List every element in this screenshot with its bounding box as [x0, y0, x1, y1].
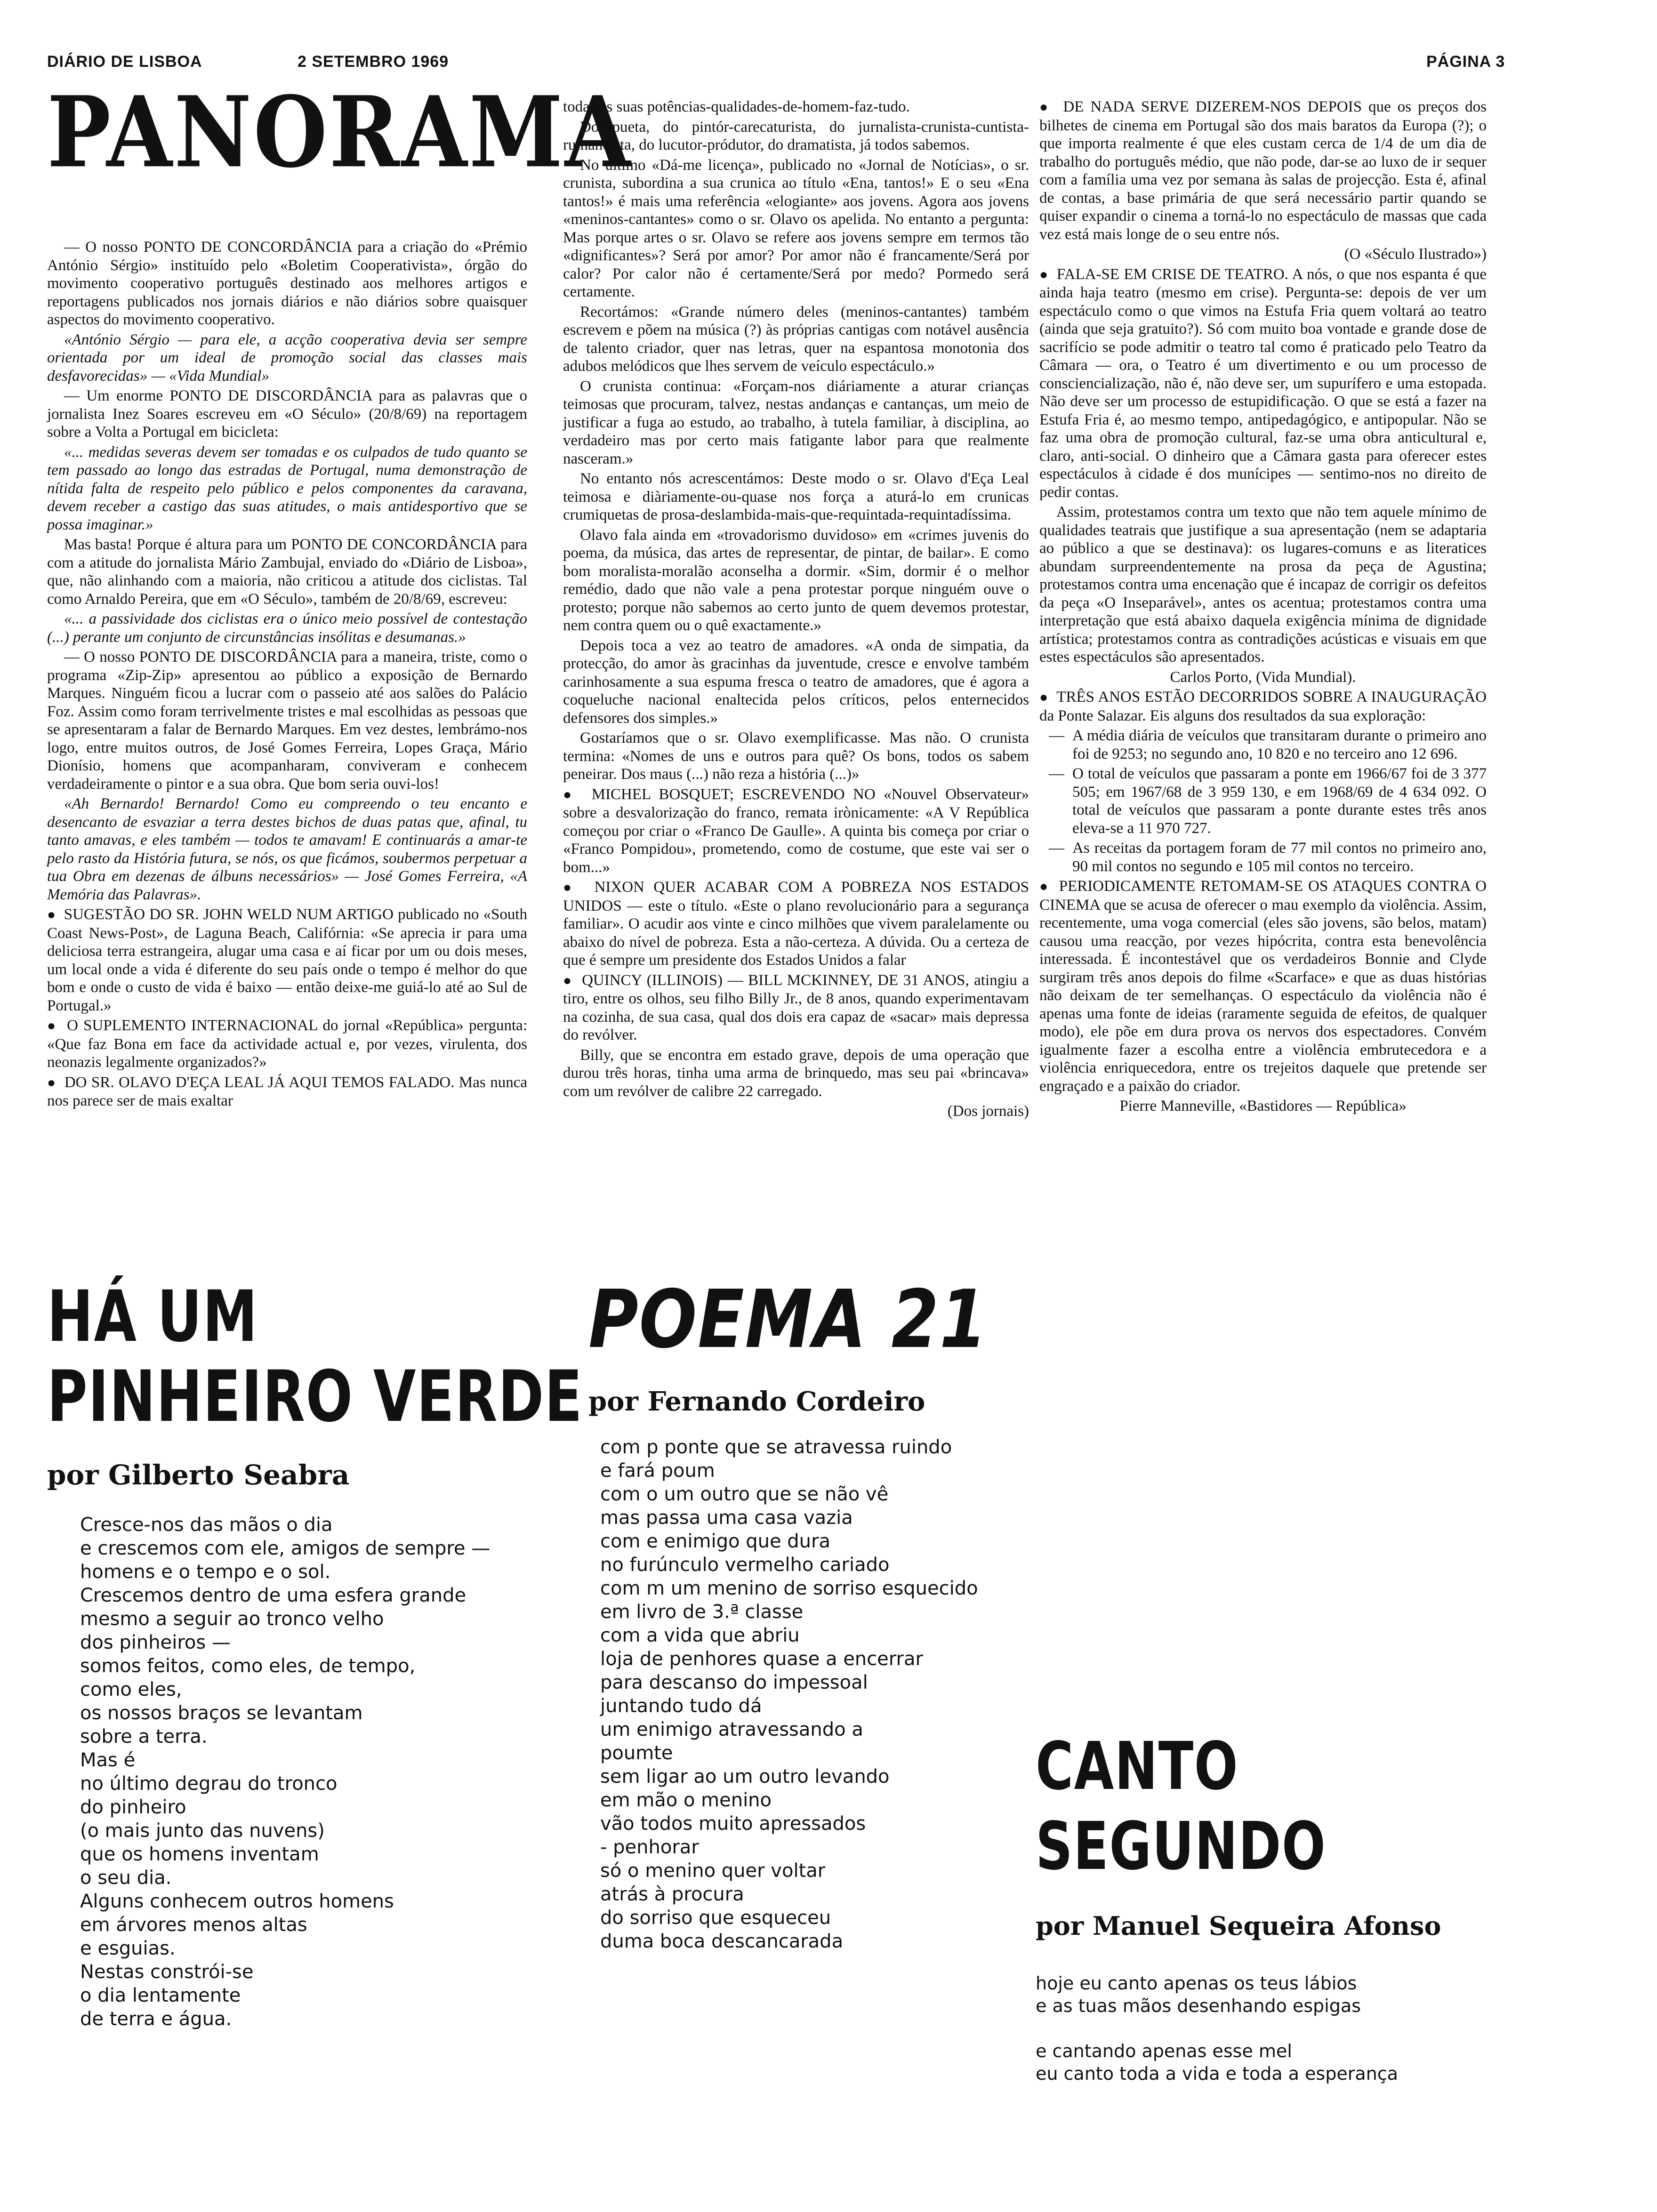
poem-line: somos feitos, como eles, de tempo, [80, 1655, 416, 1677]
article-paragraph: No último «Dá-me licença», publicado no «Jornal de Notícias», o sr. crunista, subordina a sua crunica ao título «Ena, tantos!» E o seu «Ena tantos!» é mais uma referência «elogiante» aos jovens. Agora aos jovens «meninos-cantantes» como o sr. Olavo os apelida. No entanto a pergunta: Mas porque artes o sr. Olavo se refere aos jovens sempre em termos tão «dignificantes»? Será por amor? Por amor não é francamente/Será por calor? Por calor não é certamente/Será por medo? Pormedo será certamente. [563, 156, 1029, 300]
poem-line: - penhorar [600, 1836, 699, 1858]
newspaper-name: DIÁRIO DE LISBOA [47, 53, 202, 71]
poem-line: vão todos muito apressados [600, 1813, 866, 1835]
article-paragraph: «... medidas severas devem ser tomadas e os culpados de tudo quanto se tem passado ao longo das estradas de Portugal, numa demonstração de nítida falta de respeito pelo público e pelos componentes da caravana, devem receber a castigo das suas atitudes, o mais antidesportivo que se possa imaginar.» [47, 443, 527, 533]
poem-line: e cantando apenas esse mel [1036, 2041, 1292, 2061]
panorama-column-1 [47, 238, 527, 1217]
article-paragraph: O crunista continua: «Forçam-nos diáriamente a aturar crianças teimosas que procuram, talvez, nestas andanças e cantanças, um meio de justificar a fuga ao estudo, ao trabalho, à tutela familiar, à disciplina, ao verdadeiro mas por certo mais fatigante labor para que realmente nasceram.» [563, 377, 1029, 467]
news-item: ● O SUPLEMENTO INTERNACIONAL do jornal «República» pergunta: «Que faz Bona em face da actividade actual e, por vezes, virulenta, dos neonazis legalmente organizados?» [47, 1017, 527, 1072]
news-item: ● PERIODICAMENTE RETOMAM-SE OS ATAQUES CONTRA O CINEMA que se acusa de oferecer o mau exemplo da violência. Assim, recentemente, uma voga comercial (eles são jovens, são belos, matam) causou uma reacção, por vezes hipócrita, contra esta benevolência interessada. É incontestável que os verdadeiros Bonnie and Clyde surgiram três anos depois do filme «Scarface» e que as duas histórias não deixam de ter semelhanças. O espectáculo da violência não é apenas uma fonte de ideias (raramente seguida de efeitos, de qualquer modo), ele põe em dura prova os nervos dos espectadores. Convém igualmente fazer a escolha entre a violência embrutecedora e a violência enriquecedora, entre os trejeitos daquele que pretende ser engraçado e a paixão do criador. [1039, 877, 1487, 1095]
poem-line: Mas é [80, 1749, 136, 1771]
news-item: ● QUINCY (ILLINOIS) — BILL MCKINNEY, DE 31 ANOS, atingiu a tiro, entre os olhos, seu filho Billy Jr., de 8 anos, quando experimentavam na cozinha, de sua casa, qual dos dois era capaz de «sacar» mais depressa do revólver. [563, 971, 1029, 1044]
poem-line: como eles, [80, 1679, 182, 1700]
article-paragraph: — As receitas da portagem foram de 77 mil contos no primeiro ano, 90 mil contos no segundo e 105 mil contos no terceiro. [1039, 839, 1487, 875]
poem-line: do pinheiro [80, 1796, 186, 1818]
poem-line: em árvores menos altas [80, 1914, 307, 1936]
article-paragraph: No entanto nós acrescentámos: Deste modo o sr. Olavo d'Eça Leal teimosa e diàriamente-ou-quase nos força a aturá-lo em crunicas crumiquetas de prosa-deslambida-mais-que-requintada-requintadíssima. [563, 470, 1029, 523]
poem-line: o seu dia. [80, 1867, 172, 1889]
poem-line: do sorriso que esqueceu [600, 1907, 831, 1929]
article-paragraph: Olavo fala ainda em «trovadorismo duvidoso» em «crimes juvenis do poema, da música, das artes de representar, de pintar, de bailar». E como bom moralista-moralão aconselha a dormir. «Sim, dormir é o melhor remédio, dado que não vale a pena protestar porque ninguém ouve o protesto; porque não sabemos ao certo junto de quem devemos protestar, nem contra quem ou o quê exactamente.» [563, 526, 1029, 634]
article-paragraph: Carlos Porto, (Vida Mundial). [1170, 668, 1356, 686]
poem1-title-line2: PINHEIRO VERDE [47, 1356, 583, 1438]
poem-line: com o um outro que se não vê [600, 1483, 889, 1505]
article-paragraph: Do pueta, do pintór-carecaturista, do jurnalista-crunista-cuntista-rumancista, do lucutor-pródutor, do dramatista, já todos sabemos. [563, 118, 1029, 153]
poem-line: só o menino quer voltar [600, 1860, 826, 1882]
article-paragraph: — O total de veículos que passaram a ponte em 1966/67 foi de 3 377 505; em 1967/68 de 3 959 130, e em 1968/69 de 4 634 092. O total de veículos que passaram a ponte durante estes três anos eleva-se a 11 970 727. [1039, 765, 1487, 837]
article-paragraph: Recortámos: «Grande número deles (meninos-cantantes) também escrevem e põem na música (?) às próprias cantigas com notável ausência de talento criador, quer nas letras, quer na espantosa monotonia dos adubos melódicos que lhes servem de veículo espectáculo.» [563, 303, 1029, 375]
poem-line: atrás à procura [600, 1883, 744, 1905]
poem-line: e esguias. [80, 1938, 176, 1959]
poem-line: juntando tudo dá [600, 1695, 762, 1717]
article-paragraph: — Um enorme PONTO DE DISCORDÂNCIA para as palavras que o jornalista Inez Soares escreveu em «O Século» (20/8/69) na reportagem sobre a Volta a Portugal em bicicleta: [47, 387, 527, 441]
poem-line: eu canto toda a vida e toda a esperança [1036, 2063, 1398, 2084]
poem-line: com e enimigo que dura [600, 1531, 830, 1552]
article-paragraph: — O nosso PONTO DE CONCORDÂNCIA para a criação do «Prémio António Sérgio» instituído pelo «Boletim Cooperativista», órgão do movimento cooperativo português destinado aos melhores artigos e reportagens publicados nos jornais diários e não diários sobre quaisquer aspectos do movimento cooperativo. [47, 239, 527, 328]
news-item: ● SUGESTÃO DO SR. JOHN WELD NUM ARTIGO publicado no «South Coast News-Post», de Laguna Beach, Califórnia: «Se aprecia ir para uma deliciosa terra estrangeira, alugar uma casa e aí ficar por um ou dois meses, um local onde a vida é diferente do seu país onde o tempo é melhor do que bom e onde o custo de vida é baixo — então deixe-me guiá-lo até ao Sul de Portugal.» [47, 906, 527, 1015]
news-item: ● FALA-SE EM CRISE DE TEATRO. A nós, o que nos espanta é que ainda haja teatro (mesmo em crise). Pergunta-se: depois de ver um espectáculo como o que vimos na Estufa Fria quem voltará ao teatro (ainda que seja gratuito?). Só com muito boa vontade e grande dose de sacrifício se pode admitir o teatro tal como é praticado pelo Teatro da Câmara — ora, o Teatro é um divertimento e ou um processo de consciencialização, não é, não deve ser, um supurífero e uma estopada. Não deve ser um processo de estupidificação. O que se está a fazer na Estufa Fria é, ao mesmo tempo, antipedagógico, e antipopular. Não se faz uma obra de promoção cultural, faz-se uma obra anticultural e, claro, anti-social. O dinheiro que a Câmara gasta para oferecer estes espectáculos à cidade é dos munícipes — sentimo-nos no direito de pedir contas. [1039, 265, 1487, 502]
poem3-text [1036, 1972, 1398, 2085]
poem-line: e fará poum [600, 1460, 715, 1482]
article-paragraph: — O nosso PONTO DE DISCORDÂNCIA para a maneira, triste, como o programa «Zip-Zip» apresentou ao público a exposição de Bernardo Marques. Ninguém ficou a lucrar com o passeio até aos salões do Palácio Foz. Assim como foram terrivelmente tristes e mal escolhidas as pessoas que se apresentaram a falar de Bernardo Marques. Em vez destes, lembrámo-nos logo, entre muitos outros, de José Gomes Ferreira, Lopes Graça, Mário Dionísio, homens que acompanharam, conviveram e conhecem verdadeiramente o pintor e a sua obra. Que bom seria ouvi-los! [47, 649, 527, 793]
poem1-byline: por Gilberto Seabra [47, 1459, 350, 1491]
poem-line: dos pinheiros — [80, 1632, 231, 1653]
poem3-title-line1: CANTO [1036, 1728, 1239, 1805]
poem-line: e as tuas mãos desenhando espigas [1036, 1996, 1361, 2016]
article-paragraph: (Dos jornais) [947, 1103, 1029, 1120]
poem-line: os nossos braços se levantam [80, 1702, 363, 1724]
poem-line: Cresce-nos das mãos o dia [80, 1514, 333, 1536]
panorama-column-2 [563, 98, 1029, 1223]
article-paragraph: (O «Século Ilustrado») [1344, 246, 1487, 263]
article-paragraph: «Ah Bernardo! Bernardo! Como eu compreendo o teu encanto e desencanto de esvaziar a terra destes bichos de duas patas que, afinal, tu tanto amavas, e eles também — todos te amavam! E continuarás a amar-te pelo rasto da História futura, se nós, os que ficámos, soubermos perpetuar a tua Obra em dezenas de álbuns necessários» — José Gomes Ferreira, «A Memória das Palavras». [47, 795, 527, 903]
poem-line: o dia lentamente [80, 1985, 241, 2006]
poem-line: Crescemos dentro de uma esfera grande [80, 1585, 467, 1606]
article-paragraph: Mas basta! Porque é altura para um PONTO DE CONCORDÂNCIA para com a atitude do jornalista Mário Zambujal, enviado do «Diário de Lisboa», que, não alinhando com a maioria, não criticou a atitude dos ciclistas. Tal como Arnaldo Pereira, que em «O Século», também de 20/8/69, escreveu: [47, 536, 527, 608]
poem3-title-line2: SEGUNDO [1036, 1808, 1327, 1885]
article-paragraph: «... a passividade dos ciclistas era o único meio possível de contestação (...) perante um conjunto de circunstâncias insólitas e desumanas.» [47, 610, 527, 646]
news-item: ● NIXON QUER ACABAR COM A POBREZA NOS ESTADOS UNIDOS — este o título. «Este o plano revolucionário para a segurança familiar». O acudir aos vinte e cinco milhões que vivem paralelamente ou abaixo do nível de pobreza. Esta a não-certeza. A dúvida. Ou a certeza de que é sempre um presidente dos Estados Unidos a falar [563, 878, 1029, 970]
poem-line: para descanso do impessoal [600, 1672, 868, 1693]
poem2-byline: por Fernando Cordeiro [588, 1386, 925, 1417]
poem-line: (o mais junto das nuvens) [80, 1820, 325, 1842]
poem-line: no furúnculo vermelho cariado [600, 1554, 890, 1576]
poem-line: homens e o tempo e o sol. [80, 1561, 331, 1583]
poem-line: em mão o menino [600, 1789, 772, 1811]
poem-line: mesmo a seguir ao tronco velho [80, 1608, 384, 1630]
poem2-title: POEMA 21 [588, 1273, 988, 1366]
article-paragraph: Pierre Manneville, «Bastidores — República» [1119, 1098, 1407, 1114]
issue-date: 2 SETEMBRO 1969 [298, 53, 449, 71]
poem-line: com a vida que abriu [600, 1625, 800, 1646]
poem-line: em livro de 3.ª classe [600, 1601, 804, 1623]
news-item: ● TRÊS ANOS ESTÃO DECORRIDOS SOBRE A INAUGURAÇÃO da Ponte Salazar. Eis alguns dos resultados da sua exploração: [1039, 688, 1487, 725]
poem-line: que os homens inventam [80, 1843, 319, 1865]
article-paragraph: Billy, que se encontra em estado grave, depois de uma operação que durou três horas, tinha uma arma de brinquedo, mas seu pai «brincava» com um revólver de calibre 22 carregado. [563, 1046, 1029, 1100]
poem-line: sobre a terra. [80, 1726, 208, 1747]
news-item: ● DO SR. OLAVO D'EÇA LEAL JÁ AQUI TEMOS FALADO. Mas nunca nos parece ser de mais exaltar [47, 1074, 527, 1110]
news-item: ● MICHEL BOSQUET; ESCREVENDO NO «Nouvel Observateur» sobre a desvalorização do franco, remata irònicamente: «A V República começou por criar o «Franco De Gaulle». A quinta bis começa por criar o «Franco Pompidou», prometendo, como de costume, que este vai ser o bom...» [563, 785, 1029, 877]
page-number: PÁGINA 3 [1426, 53, 1505, 71]
article-paragraph: Gostaríamos que o sr. Olavo exemplificasse. Mas não. O crunista termina: «Nomes de uns e outros para quê? Os bons, todos os sabem peneirar. Dos maus (...) não reza a história (...)» [563, 729, 1029, 783]
poem-line: sem ligar ao um outro levando [600, 1766, 890, 1787]
article-paragraph: Depois toca a vez ao teatro de amadores. «A onda de simpatia, da protecção, do amor às gracinhas da juventude, cresce e envolve também carinhosamente a sua espuma fresca o teatro de amadores, que é agora a coqueluche nacional enaltecida pelos críticos, pelos enternecidos defensores dos simples.» [563, 637, 1029, 727]
article-paragraph: — A média diária de veículos que transitaram durante o primeiro ano foi de 9253; no segundo ano, 10 820 e no terceiro ano 12 696. [1039, 727, 1487, 763]
news-item: ● DE NADA SERVE DIZEREM-NOS DEPOIS que os preços dos bilhetes de cinema em Portugal são dos mais baratos da Europa (?); o que importa realmente é que eles custam cerca de 1/4 de um dia de trabalho do português médio, que não pode, dar-se ao luxo de ir sequer com a família uma vez por semana às salas de projecção. Esta é, afinal de contas, a base primária de que será necessário partir quando se quiser expandir o cinema a torná-lo no espectáculo de massas que cada vez está mais longe de o seu entre nós. [1039, 98, 1487, 243]
poem1-title-line1: HÁ UM [47, 1276, 258, 1358]
poem-line: um enimigo atravessando a [600, 1719, 863, 1740]
poem-line [1036, 2017, 1398, 2040]
poem1-text [80, 1513, 490, 2031]
poem-line: mas passa uma casa vazia [600, 1507, 853, 1529]
panorama-column-3 [1039, 98, 1487, 1223]
article-paragraph: todas as suas potências-qualidades-de-homem-faz-tudo. [563, 98, 910, 115]
panorama-title: PANORAMA [47, 75, 633, 190]
poem-line: hoje eu canto apenas os teus lábios [1036, 1973, 1357, 1994]
poem-line: com m um menino de sorriso esquecido [600, 1578, 978, 1599]
poem-line: no último degrau do tronco [80, 1773, 338, 1795]
poem-line: Alguns conhecem outros homens [80, 1891, 394, 1912]
article-paragraph: «António Sérgio — para ele, a acção cooperativa devia ser sempre orientada por um ideal de promoção social das classes mais desfavorecidas» — «Vida Mundial» [47, 331, 527, 385]
poem3-byline: por Manuel Sequeira Afonso [1036, 1911, 1441, 1941]
poem2-text [600, 1435, 978, 1953]
poem-line: com p ponte que se atravessa ruindo [600, 1436, 952, 1458]
poem-line: poumte [600, 1742, 673, 1764]
article-paragraph: Assim, protestamos contra um texto que não tem aquele mínimo de qualidades teatrais que justifique a sua apresentação (nem se adaptaria ao público a que se destinava): os lugares-comuns e as literatices abundam surpreendentemente na prosa da peça de Agustina; protestamos contra uma encenação que é incapaz de corrigir os defeitos da peça «O Inseparável», antes os acentua; protestamos contra uma interpretação que está abaixo daquela exigência mínima de dignidade artística; protestamos contra as contradições acústicas e visuais em que estes espectáculos são apresentados. [1039, 504, 1487, 665]
poem-line: duma boca descancarada [600, 1931, 844, 1952]
poem-line: e crescemos com ele, amigos de sempre — [80, 1538, 491, 1559]
poem-line: loja de penhores quase a encerrar [600, 1648, 923, 1670]
poem-line: de terra e água. [80, 2008, 232, 2030]
poem-line: Nestas constrói-se [80, 1961, 254, 1983]
